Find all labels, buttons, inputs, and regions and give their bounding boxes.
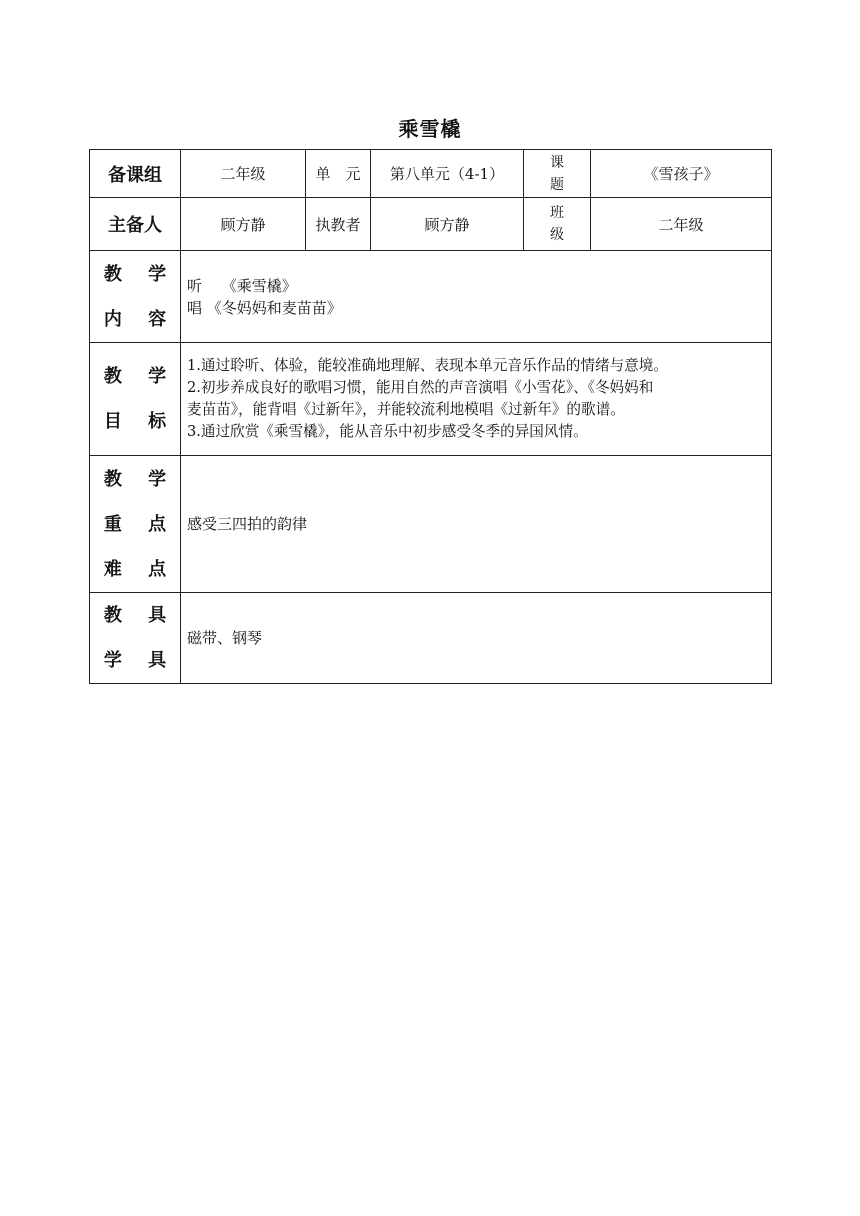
label-line: 教 具 <box>103 605 177 626</box>
label-line: 重 点 <box>103 513 177 535</box>
goal-line: 1.通过聆听、体验，能较准确地理解、表现本单元音乐作品的情绪与意境。 <box>187 357 668 374</box>
teaching-content-label <box>90 251 181 343</box>
prep-group-label: 备课组 <box>90 150 181 198</box>
label-line: 教 学 <box>103 468 177 490</box>
label-line: 学 具 <box>103 650 177 671</box>
lesson-plan-table <box>89 149 772 684</box>
key-points-label <box>90 456 181 593</box>
content-line: 唱 《冬妈妈和麦苗苗》 <box>187 298 342 317</box>
tools-line: 磁带、钢琴 <box>187 629 263 647</box>
table-row <box>90 198 772 251</box>
topic-label-line: 课 <box>550 154 564 171</box>
teaching-goals <box>181 343 772 456</box>
class-label <box>524 198 591 251</box>
preparer-value: 顾方静 <box>181 198 306 251</box>
label-line: 教 学 <box>103 366 177 387</box>
label-line: 内 容 <box>103 308 177 330</box>
class-label-line: 级 <box>550 227 564 243</box>
topic-value: 《雪孩子》 <box>591 150 772 198</box>
label-line: 目 标 <box>103 411 177 432</box>
key-point-line: 感受三四拍的韵律 <box>187 515 308 533</box>
class-label-line: 班 <box>550 205 564 221</box>
label-line: 难 点 <box>103 558 177 580</box>
table-row <box>90 251 772 343</box>
tools-label <box>90 593 181 684</box>
table-row <box>90 150 772 198</box>
teacher-value: 顾方静 <box>371 198 524 251</box>
content-line: 听 《乘雪橇》 <box>187 276 297 295</box>
tools <box>181 593 772 684</box>
grade-value: 二年级 <box>181 150 306 198</box>
label-line: 教 学 <box>103 263 177 285</box>
teaching-content <box>181 251 772 343</box>
topic-label <box>524 150 591 198</box>
table-row <box>90 343 772 456</box>
teaching-goals-label <box>90 343 181 456</box>
unit-value: 第八单元（4-1） <box>371 150 524 198</box>
teacher-label: 执教者 <box>306 198 371 251</box>
topic-label-line: 题 <box>550 176 564 193</box>
table-row <box>90 593 772 684</box>
key-points <box>181 456 772 593</box>
goal-line: 麦苗苗》，能背唱《过新年》，并能较流利地模唱《过新年》的歌谱。 <box>187 401 625 418</box>
preparer-label: 主备人 <box>90 198 181 251</box>
class-value: 二年级 <box>591 198 772 251</box>
goal-line: 3.通过欣赏《乘雪橇》，能从音乐中初步感受冬季的异国风情。 <box>187 423 588 440</box>
goal-line: 2.初步养成良好的歌唱习惯，能用自然的声音演唱《小雪花》、《冬妈妈和 <box>187 379 654 396</box>
unit-label: 单 元 <box>306 150 371 198</box>
table-row <box>90 456 772 593</box>
page-title: 乘雪橇 <box>398 117 462 141</box>
